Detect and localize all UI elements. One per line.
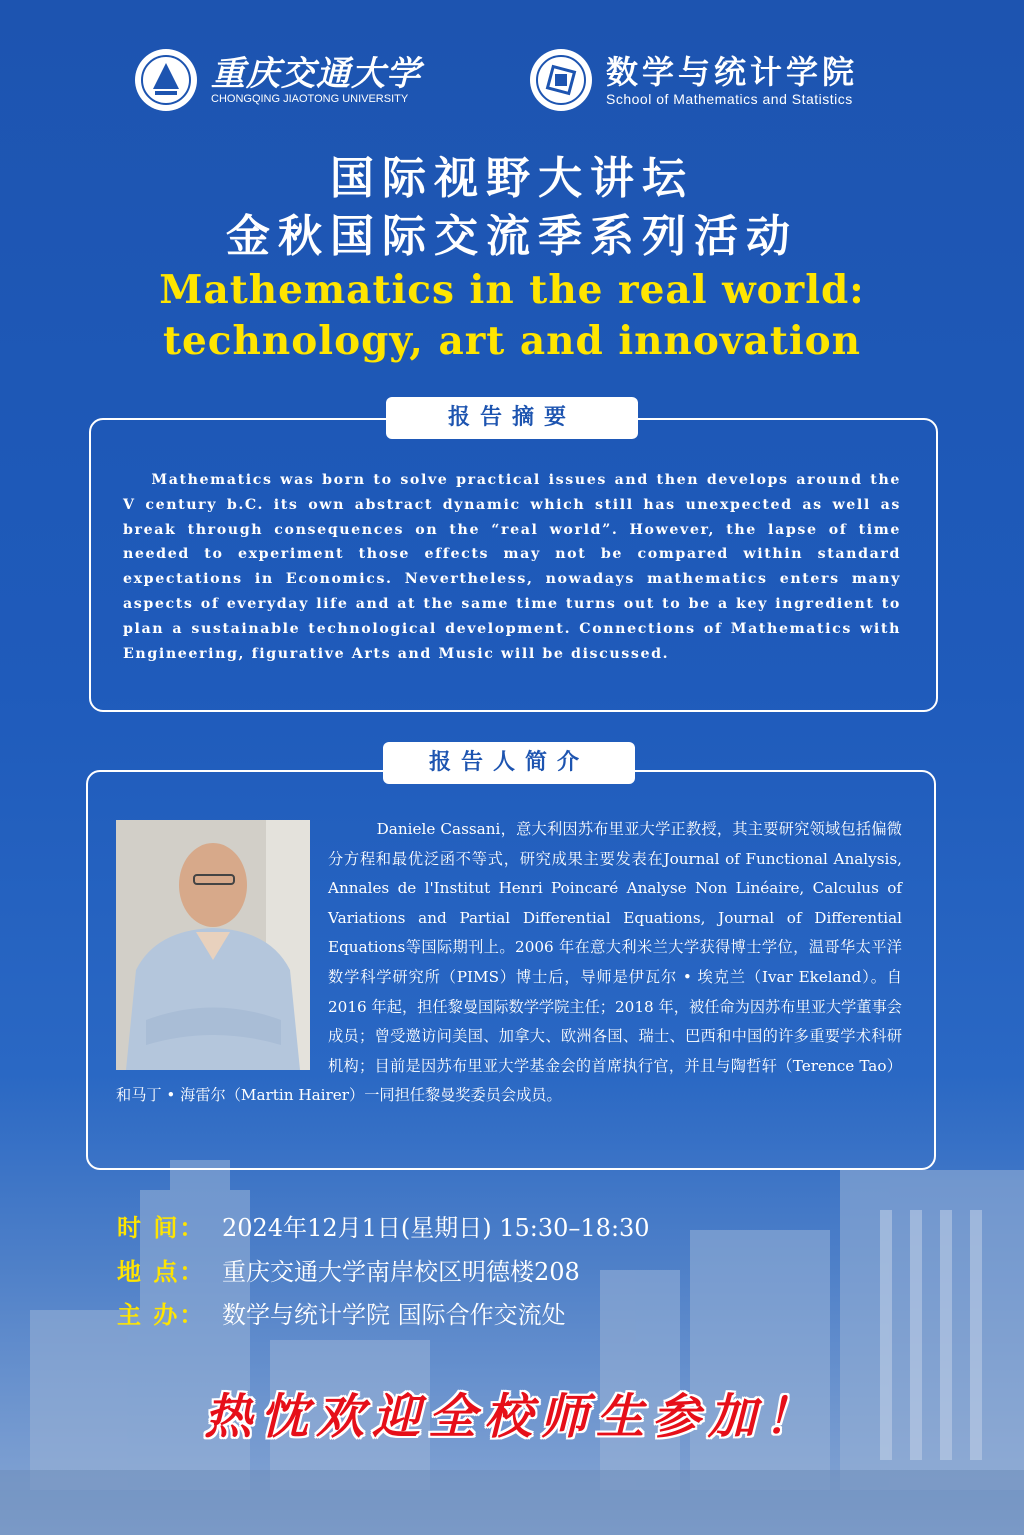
place-label: 地 点： [117, 1258, 206, 1286]
place-value: 重庆交通大学南岸校区明德楼208 [222, 1258, 580, 1286]
time-value: 2024年12月1日(星期日) 15:30–18:30 [222, 1214, 650, 1242]
info-place [117, 1256, 580, 1288]
school-logo [530, 45, 858, 115]
speaker-bio [116, 815, 902, 1111]
welcome-slogan: 热忱欢迎全校师生参加！ [203, 1389, 820, 1445]
school-emblem-icon [530, 49, 592, 111]
event-title-cn-line1: 国际视野大讲坛 [330, 153, 694, 204]
campus-background [0, 1150, 1024, 1535]
speaker-heading: 报告人简介 [383, 742, 635, 784]
info-host [117, 1299, 566, 1331]
university-emblem-icon [135, 49, 197, 111]
host-label: 主 办： [117, 1301, 206, 1329]
speaker-bio-text: Daniele Cassani，意大利因苏布里亚大学正教授，其主要研究领域包括偏微分方程和最优泛函不等式，研究成果主要发表在Journal of Functional Analysis, Annales de l'Institut Henri Poincaré Analyse Non Linéaire, Calculus of Variations and Partial Differential Equations, Journal of Differential Equations等国际期刊上。2006 年在意大利米兰大学获得博士学位，温哥华太平洋数学科学研究所（PIMS）博士后，导师是伊瓦尔 • 埃克兰（Ivar Ekeland）。自 2016 年起，担任黎曼国际数学学院主任；2018 年，被任命为因苏布里亚大学董事会成员；曾受邀访问美国、加拿大、欧洲各国、瑞士、巴西和中国的许多重要学术科研机构；目前是因苏布里亚大学基金会的首席执行官，并且与陶哲轩（Terence Tao）和马丁 • 海雷尔（Martin Hairer）一同担任黎曼奖委员会成员。 [116, 820, 902, 1105]
abstract-text: Mathematics was born to solve practical issues and then develops around the V century b.C. its own abstract dynamic which still has unexpected as well as break through consequences on the “real world”. However, the lapse of time needed to experiment those effects may not be compared within standard expectations in Economics. Nevertheless, nowadays mathematics enters many aspects of everyday life and at the same time turns out to be a key ingredient to plan a sustainable technological development. Connections of Mathematics with Engineering, figurative Arts and Music will be discussed. [123, 472, 901, 662]
school-name-en: School of Mathematics and Statistics [606, 91, 853, 107]
talk-title-en-line1: Mathematics in the real world: [159, 267, 865, 313]
abstract-heading: 报告摘要 [386, 397, 638, 439]
talk-title-en-line2: technology, art and innovation [162, 318, 862, 364]
university-name-cn: 重庆交通大学 [211, 54, 421, 94]
info-time [117, 1212, 650, 1244]
time-label: 时 间： [117, 1214, 206, 1242]
university-logo [135, 45, 421, 115]
school-name-cn: 数学与统计学院 [606, 53, 859, 91]
event-title-cn-line2: 金秋国际交流季系列活动 [226, 211, 798, 262]
university-name-en: CHONGQING JIAOTONG UNIVERSITY [211, 93, 409, 105]
host-value: 数学与统计学院 国际合作交流处 [222, 1301, 566, 1329]
